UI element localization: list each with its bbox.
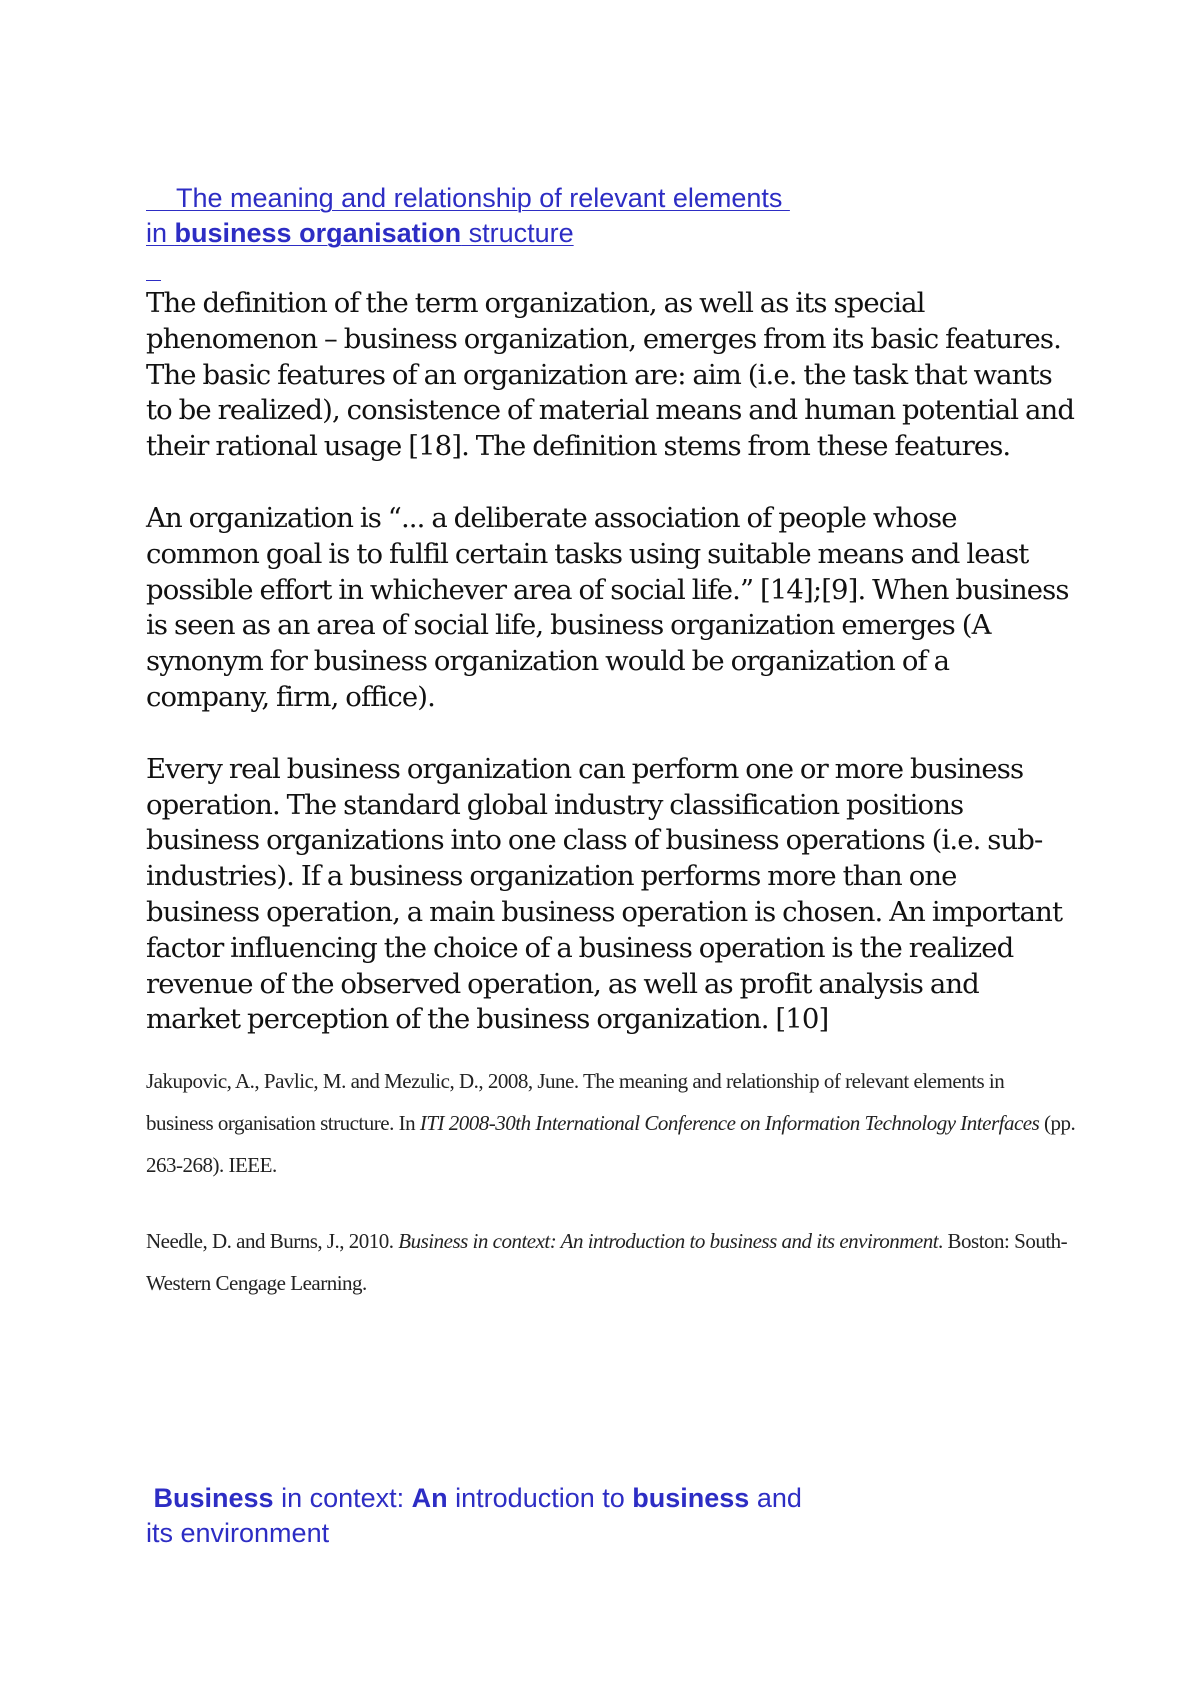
article-title-link[interactable] xyxy=(146,146,1076,286)
article-title-line2-suffix: structure xyxy=(461,218,574,248)
book-title-part: Business xyxy=(153,1483,274,1513)
paragraph-definition: The definition of the term organization, as well as its special phenomenon – business organization, emerges from its basic features. The basic features of an organization are: aim (i.e. the task that wants to be realized), consistence of material means and human potential and their rational usage [18]. The definition stems from these features. xyxy=(146,287,1075,463)
book-title-part: An xyxy=(411,1483,448,1513)
book-title-part: introduction to xyxy=(447,1483,633,1513)
reference-text-end: (pp. 263-268). IEEE. xyxy=(146,1111,1076,1178)
reference-needle xyxy=(146,1220,1076,1304)
reference-text: Needle, D. and Burns, J., 2010. xyxy=(146,1229,399,1254)
document-page xyxy=(146,146,1076,1304)
article-title-line2-bold: business organisation xyxy=(174,218,462,248)
book-title-part: business xyxy=(632,1483,750,1513)
reference-source-title: Business in context: An introduction to business and its environment xyxy=(398,1229,939,1254)
article-title-line2-prefix: in xyxy=(146,218,175,248)
references-list xyxy=(146,1060,1076,1304)
book-title-part: and xyxy=(749,1483,802,1513)
paragraph-business-operation: Every real business organization can perform one or more business operation. The standard global industry classification positions business organizations into one class of business operations (i.e. sub-industries). If a business organization performs more than one business operation, a main business operation is chosen. An important factor influencing the choice of a business operation is the realized revenue of the observed operation, as well as profit analysis and market perception of the business organization. [10] xyxy=(146,752,1063,1036)
book-title-part: in context: xyxy=(273,1483,412,1513)
paragraph-organization: An organization is “... a deliberate association of people whose common goal is to fulfil certain tasks using suitable means and least possible effort in whichever area of social life.” [14];[9]. When business is seen as an area of social life, business organization emerges (A synonym for business organization would be organization of a company, firm, office). xyxy=(146,501,1069,713)
book-title-heading xyxy=(146,1481,1076,1551)
reference-source-title: ITI 2008-30th International Conference on Information Technology Interfaces xyxy=(419,1111,1040,1136)
book-title-part: its environment xyxy=(146,1518,330,1548)
reference-text: Jakupovic, A., Pavlic, M. and Mezulic, D., 2008, June. The meaning and relationship of relevant elements in business organisation structure. In xyxy=(146,1069,1005,1136)
reference-jakupovic xyxy=(146,1060,1076,1186)
article-title-line1: The meaning and relationship of relevant elements xyxy=(176,183,790,213)
reference-text-end: . Boston: South-Western Cengage Learning. xyxy=(146,1229,1068,1296)
